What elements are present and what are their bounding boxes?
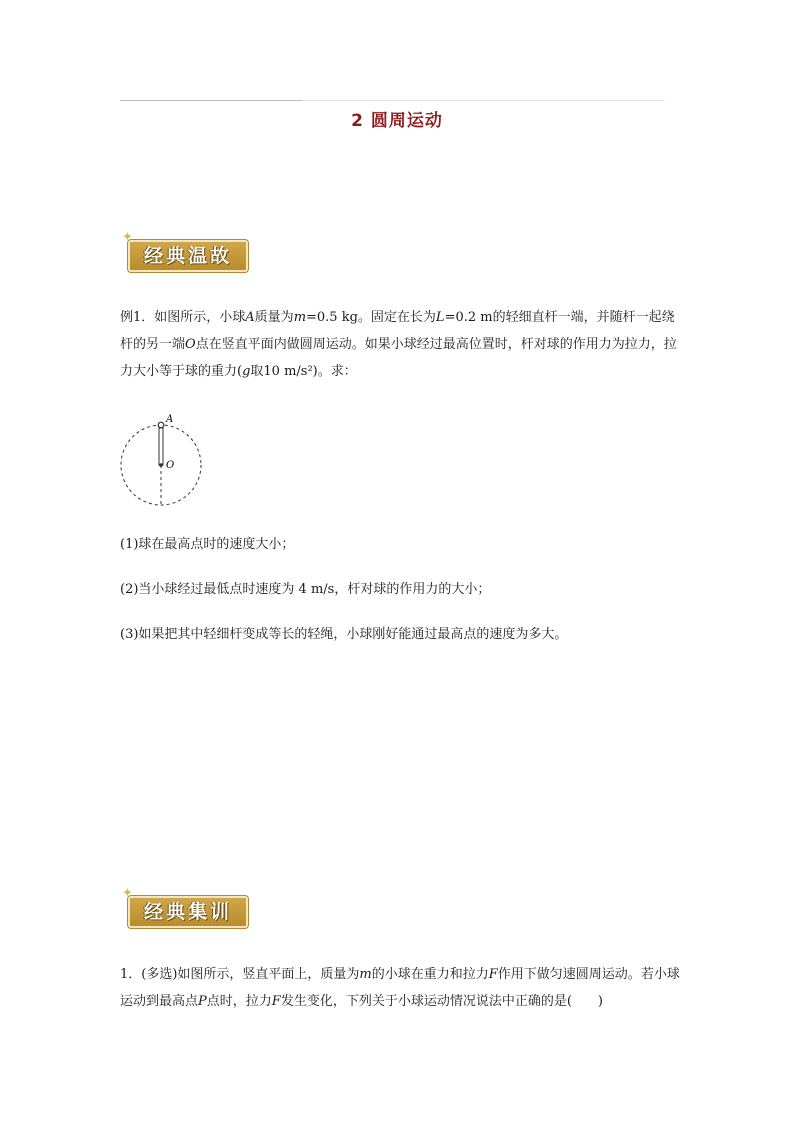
section-badge-training (122, 886, 250, 930)
text-run: =0.5 kg。固定在长为 (306, 310, 436, 325)
text-run: 例1．如图所示，小球 (120, 310, 246, 325)
text-run: 点时，拉力 (206, 994, 272, 1009)
ball-A (158, 422, 164, 428)
text-run: 作用下做匀速圆周运动。 (497, 967, 641, 982)
variable-F: F (488, 967, 498, 982)
variable-m: m (359, 967, 372, 982)
text-run: 1．(多选)如图所示，竖直平面上，质量为 (120, 967, 360, 982)
diagram-svg (118, 413, 208, 508)
label-A: A (166, 414, 174, 425)
example-1-text (120, 304, 680, 385)
text-run: 质量为 (254, 310, 294, 325)
variable-L: L (435, 310, 445, 325)
page-title: 2 圆周运动 (351, 111, 443, 131)
variable-g: g (242, 364, 251, 379)
section-badge-review (122, 230, 250, 274)
text-run: =0.2 m的轻细直杆一端，并随杆 (444, 310, 636, 325)
variable-F: F (271, 994, 281, 1009)
question-1: (1)球在最高点时的速度大小； (120, 537, 295, 552)
header-rule (120, 100, 665, 101)
variable-O: O (185, 337, 196, 352)
question-3: (3)如果把其中轻细杆变成等长的轻绳，小球刚好能通过最高点的速度为多大。 (120, 627, 568, 642)
variable-m: m (293, 310, 307, 325)
text-run: 若小球运动到最高点 (120, 967, 680, 1009)
rod-circle-diagram (118, 413, 208, 508)
question-2: (2)当小球经过最低点时速度为 4 m/s，杆对球的作用力的大小； (120, 582, 491, 597)
text-run: 取10 m/s²)。求： (250, 364, 357, 379)
label-O: O (166, 460, 175, 471)
text-run: 一起绕杆的另一端 (120, 310, 675, 352)
header-rule-left (120, 100, 302, 101)
badge-label: 经典集训 (143, 901, 232, 923)
variable-A: A (245, 310, 255, 325)
variable-P: P (198, 994, 207, 1009)
pivot-O (159, 463, 163, 467)
badge-label: 经典温故 (143, 245, 232, 267)
header-rule-right (302, 100, 665, 101)
star-icon: ✦ (122, 230, 133, 245)
problem-1-text (120, 961, 680, 1015)
rod (159, 428, 163, 465)
text-run: 点在竖直平面内做圆周运动。如果小球经过最高位置时，杆对球的作用力为拉力，拉力大小等于球的重力( (120, 337, 677, 379)
text-run: 发生变化，下列关于小球运动情况说法中正确的是( ) (280, 994, 603, 1009)
star-icon: ✦ (122, 886, 133, 901)
text-run: 的小球在重力和拉力 (371, 967, 489, 982)
